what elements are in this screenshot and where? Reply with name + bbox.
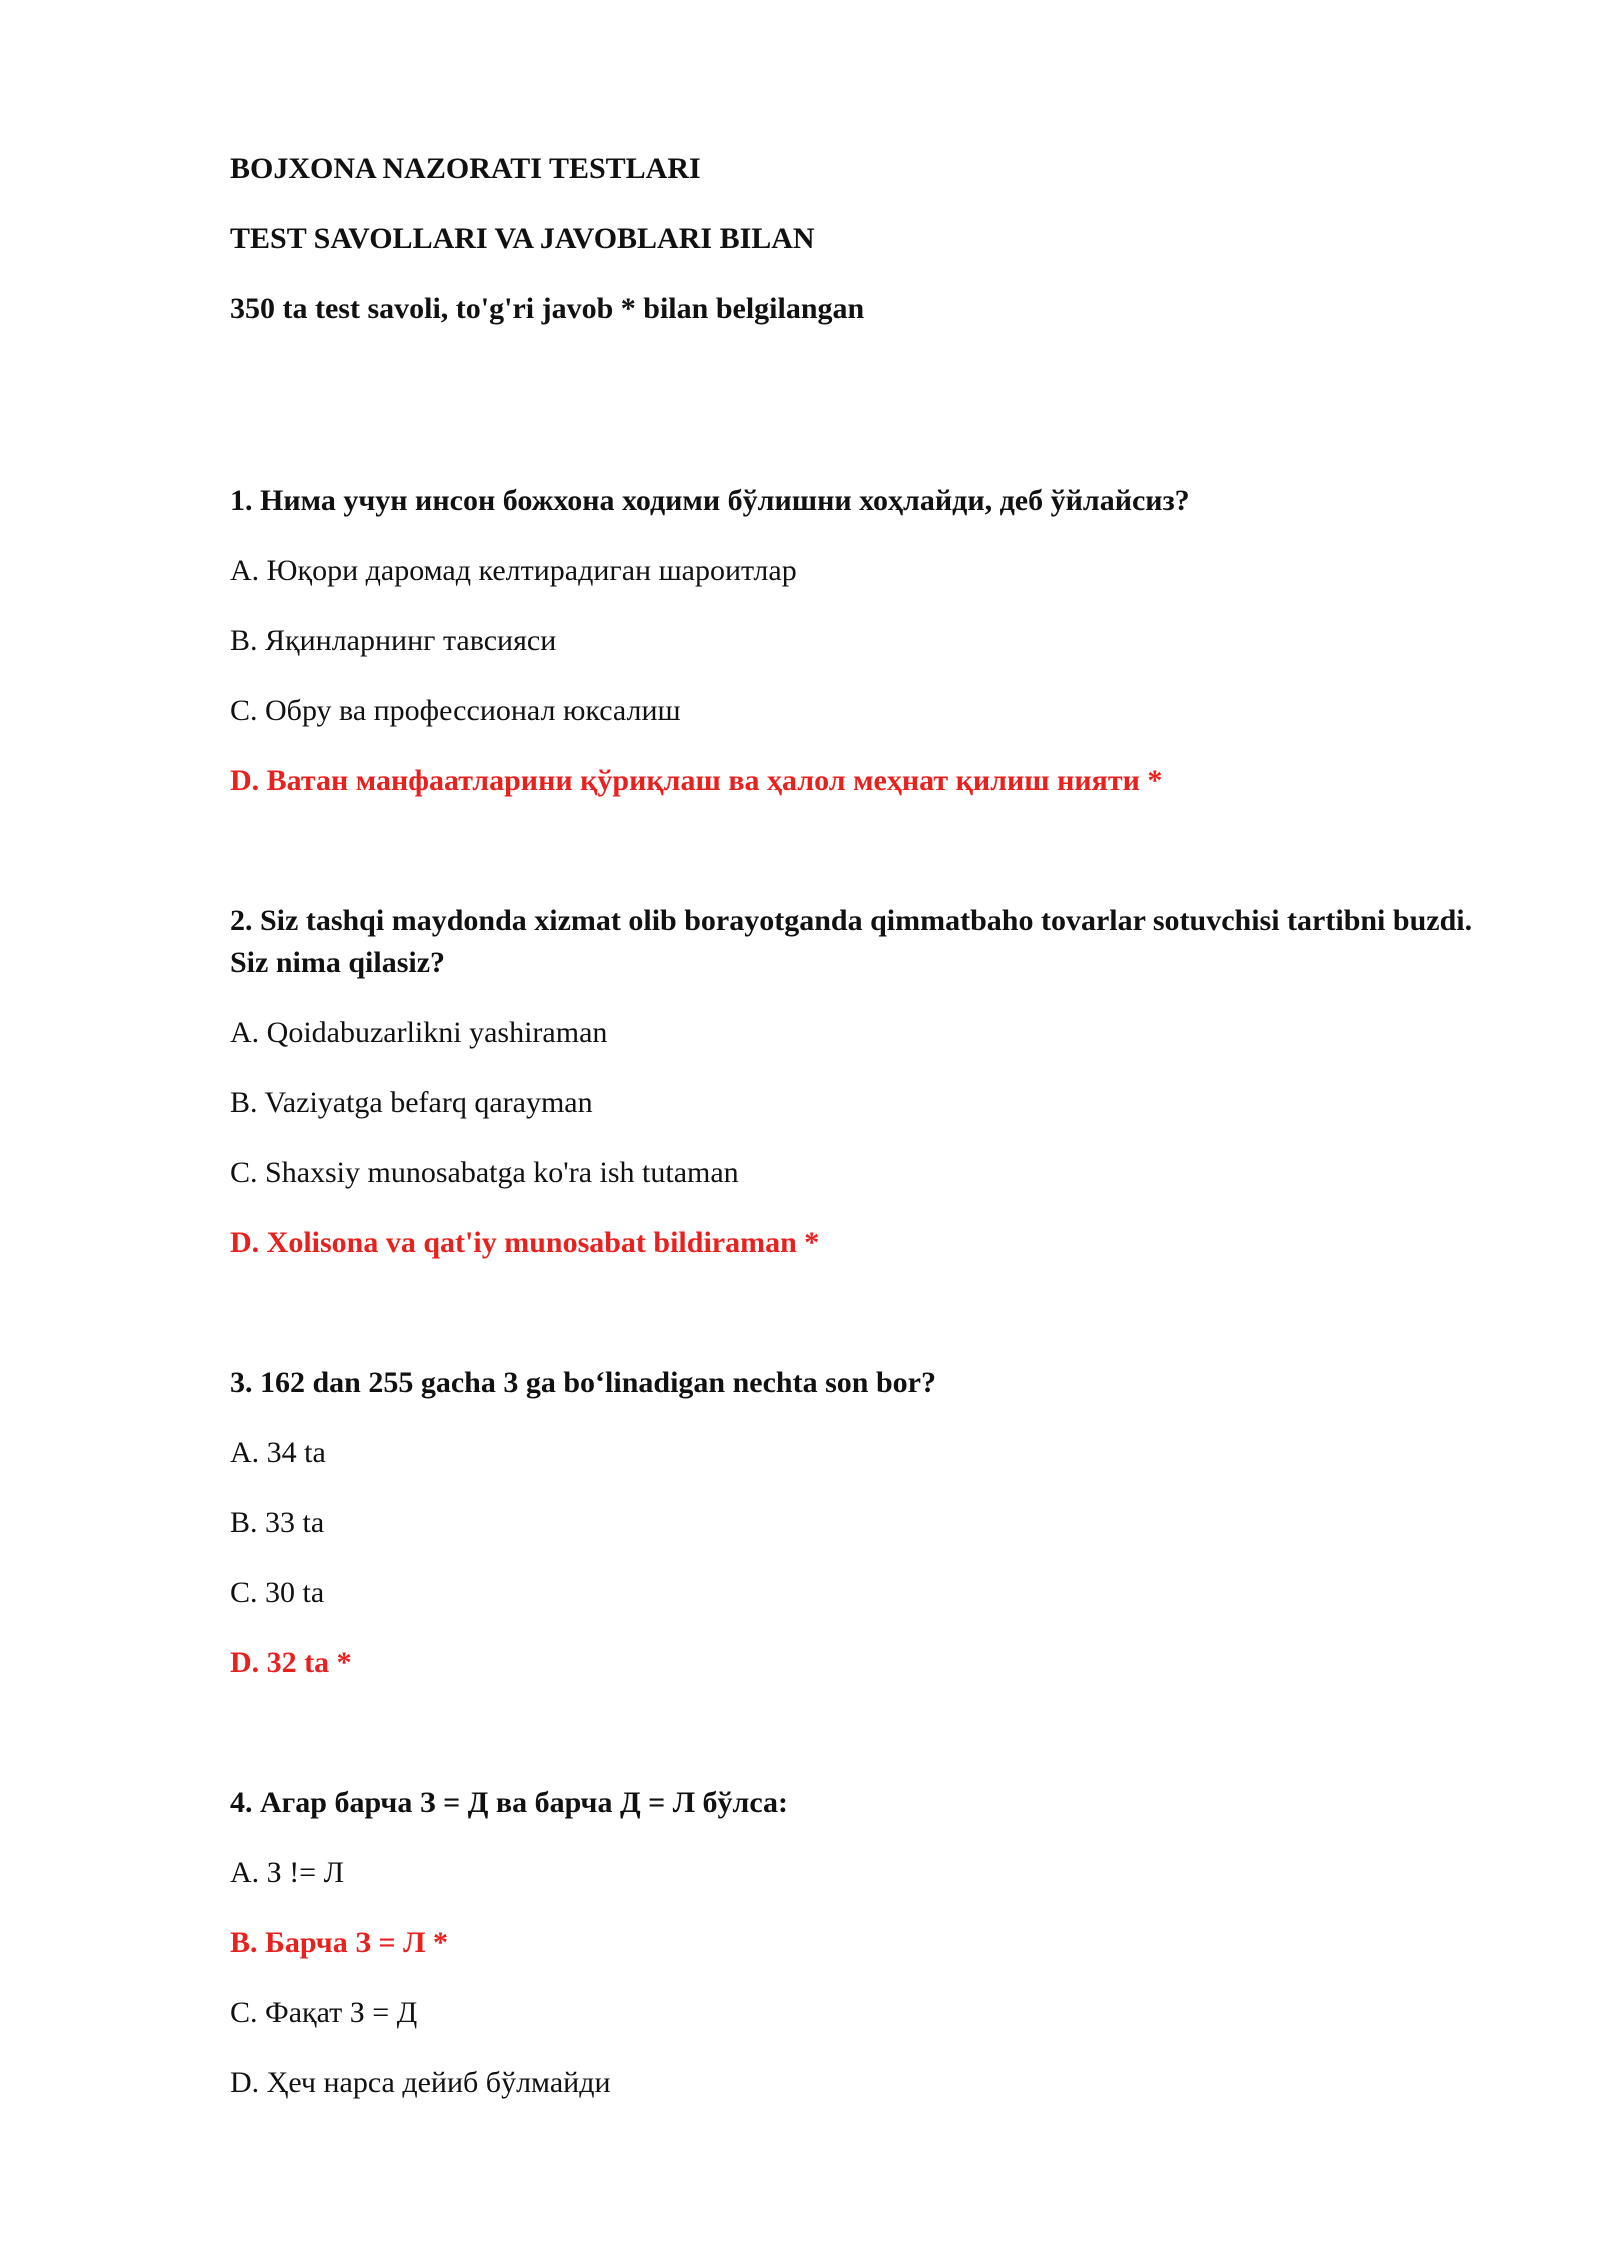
answer-option-b: B. Vaziyatga befarq qarayman — [230, 1086, 593, 1119]
question-block-3 — [230, 1362, 1490, 1684]
answer-option-d: D. Ватан манфаатларини қўриқлаш ва ҳалол меҳнат қилиш нияти * — [230, 764, 1163, 797]
question-text: 3. 162 dan 255 gacha 3 ga bo‘linadigan nechta son bor? — [230, 1366, 936, 1399]
answer-option-c: C. 30 ta — [230, 1576, 325, 1609]
question-text: 4. Агар барча З = Д ва барча Д = Л бўлса: — [230, 1786, 789, 1819]
answer-option-d: D. 32 ta * — [230, 1646, 352, 1679]
answer-option-c: C. Обру ва профессионал юксалиш — [230, 694, 681, 727]
answer-option-b: B. 33 ta — [230, 1506, 325, 1539]
question-block-2 — [230, 900, 1490, 1264]
answer-option-d: D. Xolisona va qat'iy munosabat bildiraman * — [230, 1226, 820, 1259]
answer-option-d: D. Ҳеч нарса дейиб бўлмайди — [230, 2066, 611, 2099]
question-text: 1. Нима учун инсон божхона ходими бўлишни хоҳлайди, деб ўйлайсиз? — [230, 484, 1190, 517]
document-page — [230, 148, 1490, 2132]
answer-option-a: A. Qoidabuzarlikni yashiraman — [230, 1016, 608, 1049]
answer-option-a: A. З != Л — [230, 1856, 344, 1889]
answer-option-b: B. Барча З = Л * — [230, 1926, 448, 1959]
question-block-4 — [230, 1782, 1490, 2104]
answer-option-c: C. Shaxsiy munosabatga ko'ra ish tutaman — [230, 1156, 739, 1189]
document-header — [230, 148, 1490, 330]
question-text: 2. Siz tashqi maydonda xizmat olib borayotganda qimmatbaho tovarlar sotuvchisi tartibni buzdi. Siz nima qilasiz? — [230, 904, 1473, 979]
question-block-1 — [230, 480, 1490, 802]
answer-option-a: A. Юқори даромад келтирадиган шароитлар — [230, 554, 797, 587]
document-subtitle: TEST SAVOLLARI VA JAVOBLARI BILAN — [230, 222, 815, 255]
answer-option-a: A. 34 ta — [230, 1436, 326, 1469]
document-note: 350 ta test savoli, to'g'ri javob * bilan belgilangan — [230, 292, 865, 325]
answer-option-c: C. Фақат З = Д — [230, 1996, 418, 2029]
answer-option-b: B. Яқинларнинг тавсияси — [230, 624, 557, 657]
document-title: BOJXONA NAZORATI TESTLARI — [230, 152, 701, 185]
